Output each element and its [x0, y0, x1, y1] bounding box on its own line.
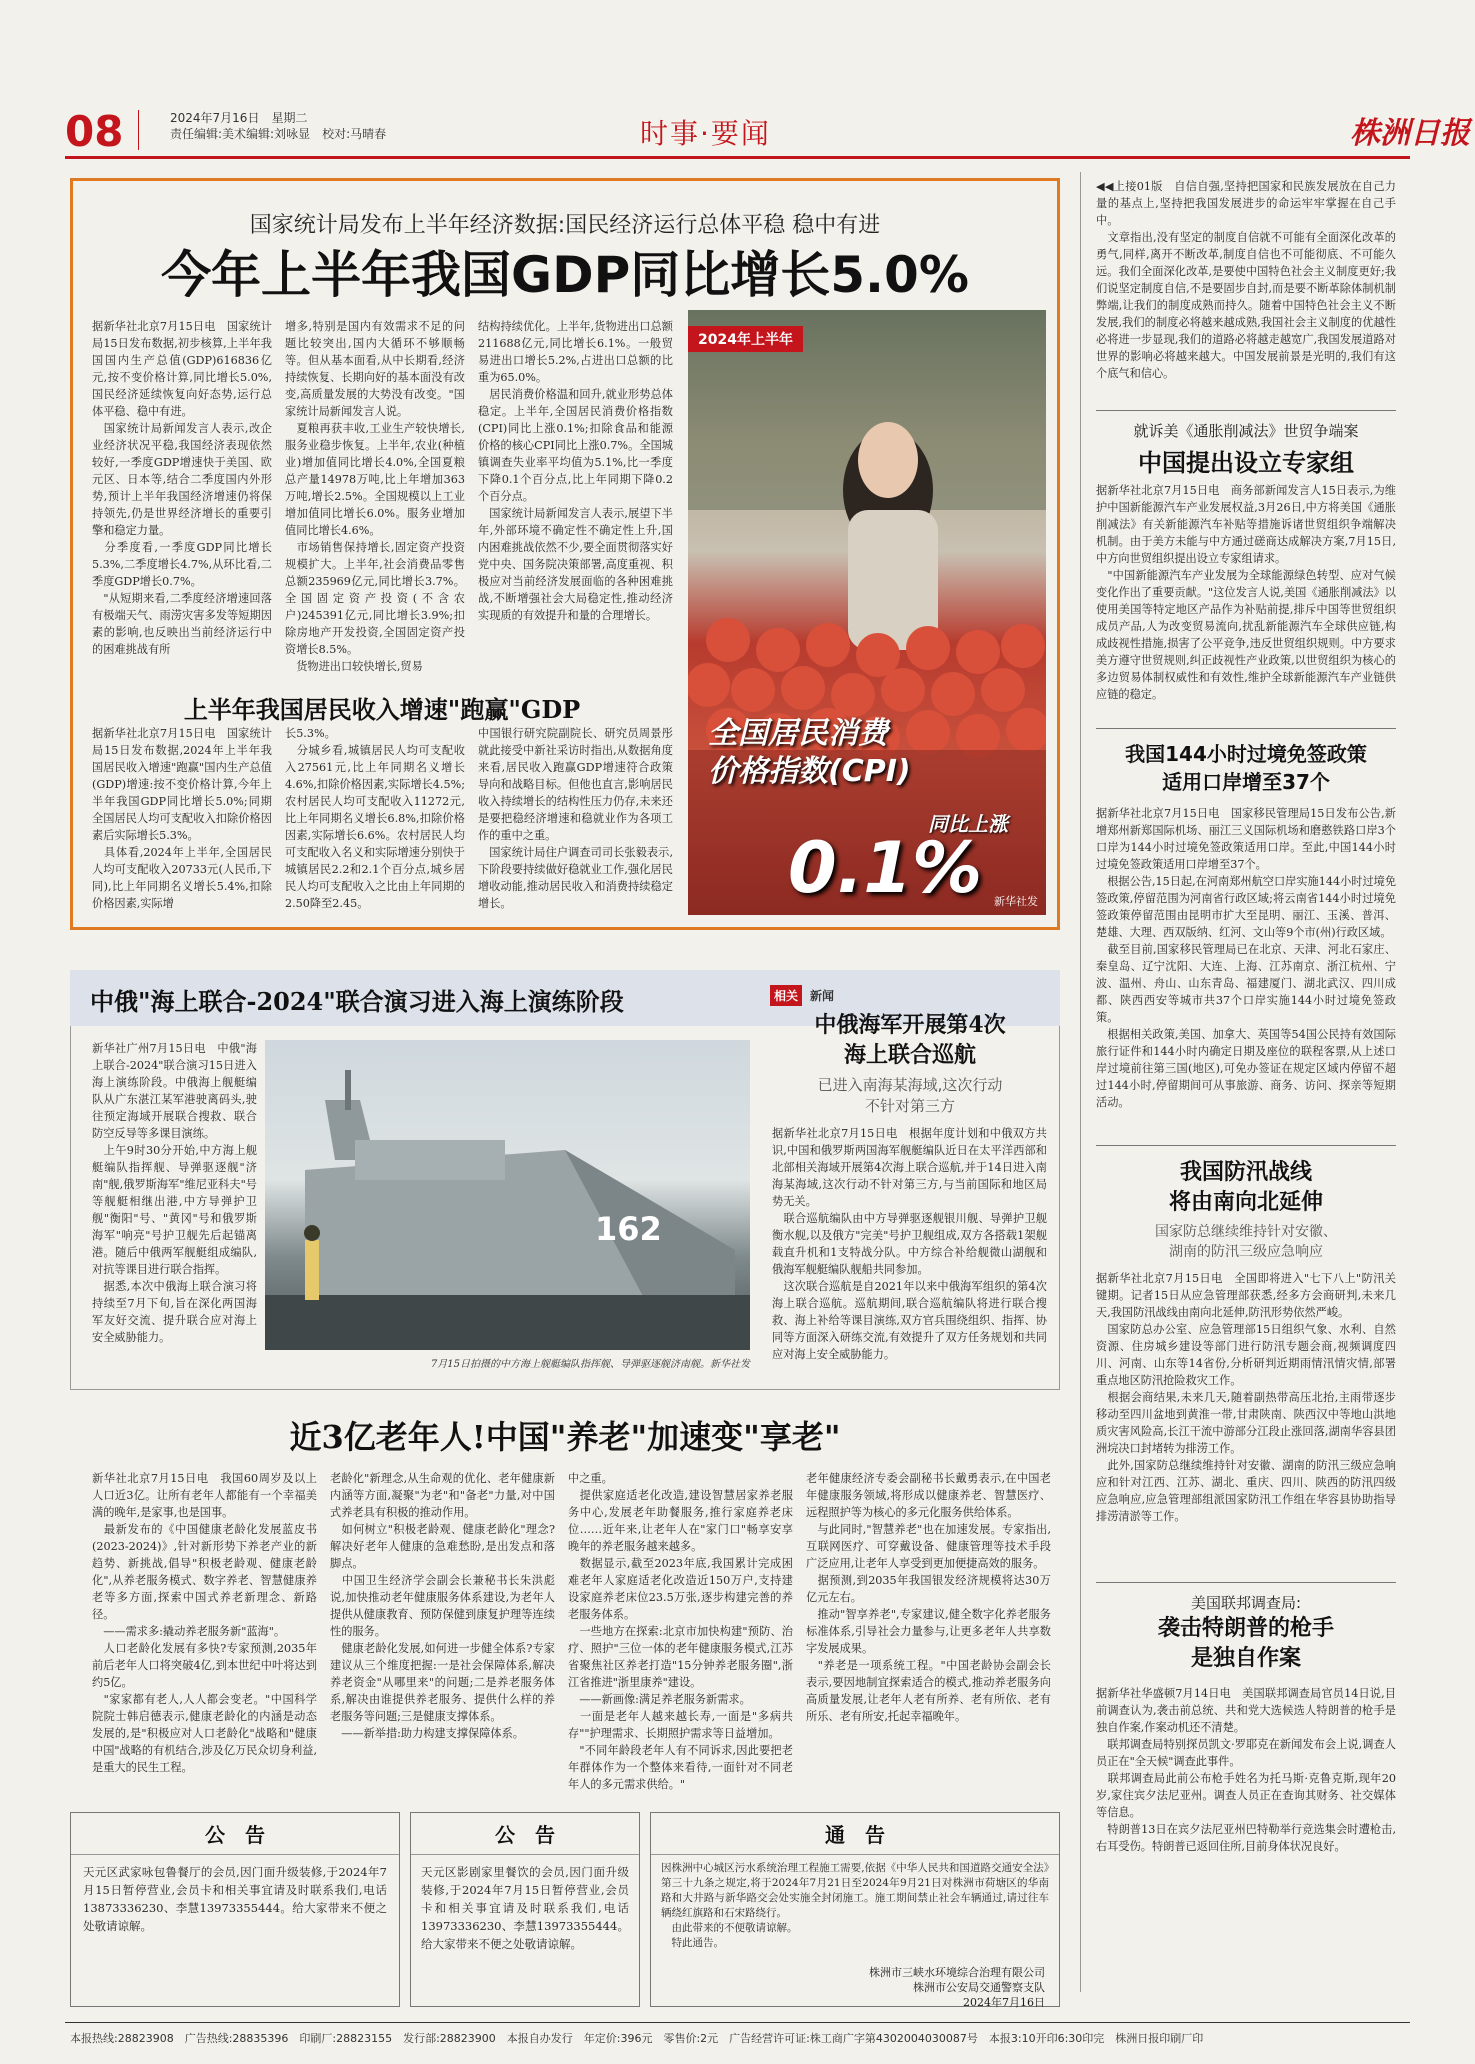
cpi-title-1: 全国居民消费: [708, 716, 888, 751]
cpi-tag: 2024年上半年: [688, 326, 803, 352]
rule: [1096, 410, 1396, 411]
patrol-text: 据新华社北京7月15日电 根据年度计划和中俄双方共识,中国和俄罗斯两国海军舰艇编队近日在太平洋西部和北部相关海域开展第4次海上联合巡航,并于14日进入南海某海域,这次行动不针对第三方,与当前国际和地区局势无关。 联合巡航编队由中方导弹驱逐舰银川舰、导弹护卫舰衡水舰,以及俄方"完美"号护卫舰组成,双方各搭载1架舰载直升机和1支特战分队。中方综合补给舰微山湖舰和俄海军舰艇编队舰船共同参加。 这次联合巡航是自2021年以来中俄海军组织的第4次海上联合巡航。巡航期间,联合巡航编队将进行联合搜救、海上补给等课目演练,双方官兵围绕组织、指挥、协同等方面深入研练交流,有效提升了双方任务规划和共同应对海上安全威胁能力。: [772, 1127, 1047, 1361]
masthead-rule: [65, 156, 1410, 159]
income-col-2: 长5.3%。 分城乡看,城镇居民人均可支配收入27561元,比上年同期名义增长4.6%,扣除价格因素,实际增长4.5%;农村居民人均可支配收入11272元,比上年同期名义增长6.8%,扣除价格因素,实际增长6.6%。农村居民人均可支配收入名义和实际增速分别快于城镇居民2.2和2.1个百分点,城乡居民人均可支配收入之比由上年同期的2.50降至2.45。: [285, 727, 465, 910]
trump-headline-2: 是独自作案: [1190, 1646, 1301, 1671]
flood-text: 据新华社北京7月15日电 全国即将进入"七下八上"防汛关键期。记者15日从应急管理部获悉,经多方会商研判,未来几天,我国防汛战线由南向北延伸,防汛形势依然严峻。 国家防总办公室、应急管理部15日组织气象、水利、自然资源、住房城乡建设等部门进行防汛专题会商,视频调度四川、河南、山东等14省份,分析研判近期雨情汛情灾情,部署重点地区防汛抢险救灾工作。 根据会商结果,未来几天,随着副热带高压北抬,主雨带逐步移动至四川盆地到黄淮一带,甘肃陕南、陕西汉中等地山洪地质灾害风险高,长江干流中游部分江段止涨回落,湖南华容县团洲垸决口封堵转为排涝工作。 此外,国家防总继续维持针对安徽、湖南的防汛三级应急响应和针对江西、江苏、湖北、重庆、四川、陕西的防汛四级应急响应,应急管理部组派国家防汛工作组在华容县协助指导排涝清淤等工作。: [1096, 1272, 1396, 1523]
drill-text: 新华社广州7月15日电 中俄"海上联合-2024"联合演习15日进入海上演练阶段。中俄海上舰艇编队从广东湛江某军港驶离码头,驶往预定海域开展联合搜救、联合防空反导等多课目演练。 上午9时30分开始,中方海上舰艇编队指挥舰、导弹驱逐舰"济南"舰,俄罗斯海军"维尼亚科夫"号等舰艇相继出港,中方导弹护卫舰"衡阳"号、"黄冈"号和俄罗斯海军"响亮"号护卫舰先后起锚离港。随后中俄两军舰艇组成编队,对抗等课目进行联合指挥。 据悉,本次中俄海上联合演习将持续至7月下旬,旨在深化两国海军友好交流、提升联合应对海上安全威胁能力。: [92, 1042, 257, 1344]
svg-text:162: 162: [595, 1210, 662, 1248]
elderly-col-1: 新华社北京7月15日电 我国60周岁及以上人口近3亿。让所有老年人都能有一个幸福美满的晚年,是家事,也是国事。 最新发布的《中国健康老龄化发展蓝皮书(2023-2024)》,针对新形势下养老产业的新趋势、新挑战,倡导"积极老龄观、健康老龄化",从养老服务模式、数字养老、智慧健康养老等多方面,探索中国式养老新理念、新路径。 ——需求多:撬动养老服务新"蓝海"。 人口老龄化发展有多快?专家预测,2035年前后老年人口将突破4亿,到本世纪中叶将达到约5亿。 "家家都有老人,人人都会变老。"中国科学院院士韩启德表示,健康老龄化的内涵是动态发展的,是"积极应对人口老龄化"战略和"健康中国"战略的有机结合,涉及亿万民众切身利益,是重大的民生工程。: [92, 1472, 317, 1774]
rule: [1096, 728, 1396, 729]
drill-caption: 7月15日拍摄的中方海上舰艇编队指挥舰、导弹驱逐舰济南舰。新华社发: [430, 1359, 750, 1370]
trump-kicker: 美国联邦调查局:: [1190, 1594, 1302, 1612]
lead-col-2: 增多,特别是国内有效需求不足的问题比较突出,国内大循环不够顺畅等。但从基本面看,从中长期看,经济持续恢复、长期向好的基本面没有改变,高质量发展的大势没有改变。"国家统计局新闻发言人说。 夏粮再获丰收,工业生产较快增长,服务业稳步恢复。上半年,农业(种植业)增加值同比增长4.0%,全国夏粮总产量14978万吨,比上年增加363万吨,增长2.5%。全国规模以上工业增加值同比增长6.0%。服务业增加值同比增长4.6%。 市场销售保持增长,固定资产投资规模扩大。上半年,社会消费品零售总额235969亿元,同比增长3.7%。全国固定资产投资(不含农户)245391亿元,同比增长3.9%;扣除房地产开发投资,全国固定资产投资增长8.5%。 货物进出口较快增长,贸易: [285, 320, 465, 673]
elderly-col-4: 老年健康经济专委会副秘书长戴勇表示,在中国老年健康服务领域,将形成以健康养老、智慧医疗、远程照护等为核心的多元化服务供给体系。 与此同时,"智慧养老"也在加速发展。专家指出,互联网医疗、可穿戴设备、健康管理等技术手段广泛应用,让老年人享受到更加便捷高效的服务。 据预测,到2035年我国银发经济规模将达30万亿元左右。 推动"智享养老",专家建议,健全数字化养老服务标准体系,引导社会力量参与,让更多老年人共享数字发展成果。 "养老是一项系统工程。"中国老龄协会副会长表示,要因地制宜探索适合的模式,推动养老服务向高质量发展,让老年人老有所养、老有所依、老有所乐、老有所安,托起幸福晚年。: [806, 1472, 1051, 1723]
notice-1-text: 天元区武家咏包鲁餐厅的会员,因门面升级装修,于2024年7月15日暂停营业,会员卡和相关事宜请及时联系我们,电话13873336230、李慧13973355444。给大家带来不便之处敬请谅解。: [83, 1865, 387, 1933]
trump-headline-1: 袭击特朗普的枪手: [1157, 1616, 1334, 1641]
income-col-3: 中国银行研究院副院长、研究员周景彤就此接受中新社采访时指出,从数据角度来看,居民收入跑赢GDP增速符合政策导向和战略目标。但他也直言,影响居民收入持续增长的结构性压力仍存,未来还是要把稳经济增速和稳就业作为各项工作的重中之重。 国家统计局住户调查司司长张毅表示,下阶段要持续做好稳就业工作,强化居民增收动能,推动居民收入和消费持续稳定增长。: [478, 727, 673, 910]
cpi-change-label: 同比上涨: [928, 812, 1008, 836]
drill-headline: 中俄"海上联合-2024"联合演习进入海上演练阶段: [90, 987, 624, 1016]
cpi-title-2: 价格指数(CPI): [708, 754, 911, 789]
footer-rule: [65, 2022, 1410, 2023]
elderly-headline: 近3亿老年人!中国"养老"加速变"享老": [289, 1418, 841, 1456]
elderly-col-2: 老龄化"新理念,从生命观的优化、老年健康新内涵等方面,凝聚"为老"和"备老"力量,对中国式养老具有积极的推动作用。 如何树立"积极老龄观、健康老龄化"理念?解决好老年人健康的急难愁盼,是出发点和落脚点。 中国卫生经济学会副会长兼秘书长朱洪彪说,加快推动老年健康服务体系建设,为老年人提供从健康教育、预防保健到康复护理等连续性的服务。 健康老龄化发展,如何进一步健全体系?专家建议从三个维度把握:一是社会保障体系,解决养老资金"从哪里来"的问题;二是养老服务体系,解决由谁提供养老服务、提供什么样的养老服务等问题;三是健康支撑体系。 ——新举措:助力构建支撑保障体系。: [330, 1472, 555, 1740]
editors-line: 责任编辑:美术编辑:刘咏显 校对:马晴春: [170, 127, 387, 141]
date-line: 2024年7月16日 星期二: [170, 111, 308, 125]
related-tag: 相关: [770, 985, 802, 1006]
patrol-sub-2: 不针对第三方: [864, 1097, 955, 1115]
patrol-headline-1: 中俄海军开展第4次: [814, 1012, 1006, 1038]
expert-headline: 中国提出设立专家组: [1138, 449, 1354, 477]
notice-3: [650, 1812, 1060, 2007]
section-title: 时事·要闻: [640, 117, 771, 150]
cpi-credit: 新华社发: [994, 895, 1038, 908]
right-column-divider: [1080, 172, 1081, 1992]
flood-headline-2: 将由南向北延伸: [1168, 1190, 1323, 1215]
notice-3-sign-1: 株洲市三峡水环境综合治理有限公司: [869, 1966, 1045, 1979]
visa-headline-1: 我国144小时过境免签政策: [1125, 742, 1367, 766]
warship-illustration: [265, 1040, 750, 1350]
cpi-photo: [688, 310, 1046, 915]
masthead-divider: [138, 110, 139, 150]
notice-3-title: 通 告: [651, 1813, 1059, 1855]
drill-photo: [265, 1040, 750, 1350]
continued-article: ◀◀上接01版 自信自强,坚持把国家和民族发展放在自己力量的基点上,坚持把我国发展进步的命运牢牢掌握在自己手中。 文章指出,没有坚定的制度自信就不可能有全面深化改革的勇气,同样,离开不断改革,制度自信也不可能彻底、不可能久远。我们全面深化改革,是要使中国特色社会主义制度更好;我们说坚定制度自信,不是要固步自封,而是要不断革除体制机制弊端,让我们的制度成熟而持久。随着中国特色社会主义不断发展,我们的制度必将越来越成熟,我国社会主义制度的优越性必将进一步显现,我们的道路必将越走越宽广,我国发展道路对世界的影响必将越来越大。中国发展前景是光明的,我们有这个底气和信心。: [1096, 180, 1396, 380]
rule: [1096, 1145, 1396, 1146]
notice-2-title: 公 告: [411, 1813, 639, 1855]
notice-2: [410, 1812, 640, 2007]
visa-text: 据新华社北京7月15日电 国家移民管理局15日发布公告,新增郑州新郑国际机场、丽江三义国际机场和磨憨铁路口岸3个口岸为144小时过境免签政策适用口岸。至此,中国144小时过境免签政策适用口岸增至37个。 根据公告,15日起,在河南郑州航空口岸实施144小时过境免签政策,停留范围为河南省行政区域;将云南省144小时过境免签政策停留范围由昆明市扩大至昆明、丽江、玉溪、普洱、楚雄、大理、西双版纳、红河、文山等9个市(州)行政区域。 截至目前,国家移民管理局已在北京、天津、河北石家庄、秦皇岛、辽宁沈阳、大连、上海、江苏南京、浙江杭州、宁波、温州、舟山、山东青岛、福建厦门、湖北武汉、四川成都、陕西西安等城市共37个口岸实施144小时过境免签政策。 根据相关政策,美国、加拿大、英国等54国公民持有效国际旅行证件和144小时内确定日期及座位的联程客票,从上述口岸过境前往第三国(地区),可免办签证在规定区域内停留不超过144小时,停留期间可从事旅游、商务、访问、探亲等短期活动。: [1096, 807, 1396, 1109]
lead-col-3: 结构持续优化。上半年,货物进出口总额211688亿元,同比增长6.1%。一般贸易进出口增长5.2%,占进出口总额的比重为65.0%。 居民消费价格温和回升,就业形势总体稳定。上半年,全国居民消费价格指数(CPI)同比上涨0.1%;扣除食品和能源价格的核心CPI同比上涨0.7%。全国城镇调查失业率平均值为5.1%,比一季度下降0.1个百分点,比上年同期下降0.2个百分点。 国家统计局新闻发言人表示,展望下半年,外部环境不确定性不确定性上升,国内困难挑战依然不少,要全面贯彻落实好党中央、国务院决策部署,高度重视、积极应对当前经济发展面临的各种困难挑战,不断增强社会大局稳定性,推动经济实现质的有效提升和量的合理增长。: [478, 320, 673, 622]
news-tag: 新闻: [810, 989, 835, 1003]
notice-2-text: 天元区影剧家里餐饮的会员,因门面升级装修,于2024年7月15日暂停营业,会员卡和相关事宜请及时联系我们,电话13973336230、李慧13973355444。给大家带来不便之处敬请谅解。: [421, 1865, 629, 1951]
footer-info: 本报热线:28823908 广告热线:28835396 印刷厂:28823155 发行部:28823900 本报自办发行 年定价:396元 零售价:2元 广告经营许可证:株工商广字第4302004030087号 本报3:10开印6:30印完 株洲日报印刷厂印: [70, 2032, 1204, 2045]
cpi-value: 0.1%: [788, 827, 983, 909]
paper-name: 株洲日报: [1350, 116, 1470, 151]
notice-3-text: 因株洲中心城区污水系统治理工程施工需要,依据《中华人民共和国道路交通安全法》第三十九条之规定,将于2024年7月21日至2024年9月21日对株洲市荷塘区的华南路和大井路与新华路交会处实施全封闭施工。施工期间禁止社会车辆通过,请过往车辆绕红旗路和石宋路绕行。 由此带来的不便敬请谅解。 特此通告。: [661, 1862, 1049, 1949]
flood-sub-1: 国家防总继续维持针对安徽、: [1155, 1224, 1337, 1240]
flood-sub-2: 湖南的防汛三级应急响应: [1169, 1244, 1323, 1260]
lead-kicker: 国家统计局发布上半年经济数据:国民经济运行总体平稳 稳中有进: [249, 213, 881, 238]
notice-1: [70, 1812, 400, 2007]
lead-col-1: 据新华社北京7月15日电 国家统计局15日发布数据,初步核算,上半年我国国内生产总值(GDP)616836亿元,按不变价格计算,同比增长5.0%,国民经济延续恢复向好态势,运行总体平稳、稳中有进。 国家统计局新闻发言人表示,改企业经济状况平稳,我国经济表现依然较好,一季度GDP增速快于美国、欧元区、日本等,结合二季度国内外形势,预计上半年我国经济增速仍将保持领先,仍是世界经济增长的重要引擎和稳定力量。 分季度看,一季度GDP同比增长5.3%,二季度增长4.7%,从环比看,二季度GDP增长0.7%。 "从短期来看,二季度经济增速回落有极端天气、雨涝灾害多发等短期因素的影响,也反映出当前经济运行中的困难挑战有所: [92, 320, 272, 656]
income-headline: 上半年我国居民收入增速"跑赢"GDP: [183, 695, 581, 724]
expert-kicker: 就诉美《通胀削减法》世贸争端案: [1133, 422, 1359, 440]
expert-text: 据新华社北京7月15日电 商务部新闻发言人15日表示,为维护中国新能源汽车产业发展权益,3月26日,中方将美国《通胀削减法》有关新能源汽车补贴等措施诉诸世贸组织争端解决机制。由于美方未能与中方通过磋商达成解决方案,7月15日,中方向世贸组织提出设立专家组请求。 "中国新能源汽车产业发展为全球能源绿色转型、应对气候变化作出了重要贡献。"这位发言人说,美国《通胀削减法》以使用美国等特定地区产品作为补贴前提,排斥中国等世贸组织成员产品,人为改变贸易流向,扰乱新能源汽车全球供应链,构成歧视性措施,损害了公平竞争,违反世贸组织规则。中方要求美方遵守世贸规则,纠正歧视性产业政策,以世贸组织为核心的多边贸易体制权威性和有效性,维护全球新能源汽车产业链供应链的稳定。: [1096, 484, 1396, 701]
rule: [1096, 1582, 1396, 1583]
notice-3-date: 2024年7月16日: [963, 1996, 1045, 2009]
visa-headline-2: 适用口岸增至37个: [1162, 770, 1330, 794]
page-number: 08: [65, 107, 124, 156]
flood-headline-1: 我国防汛战线: [1179, 1160, 1312, 1185]
patrol-headline-2: 海上联合巡航: [843, 1042, 976, 1068]
income-col-1: 据新华社北京7月15日电 国家统计局15日发布数据,2024年上半年我国居民收入增速"跑赢"国内生产总值(GDP)增速:按不变价格计算,今年上半年我国GDP同比增长5.0%;同期全国居民人均可支配收入扣除价格因素后实际增长5.3%。 具体看,2024年上半年,全国居民人均可支配收入20733元(人民币,下同),比上年同期名义增长5.4%,扣除价格因素,实际增: [92, 727, 272, 910]
elderly-col-3: 中之重。 提供家庭适老化改造,建设智慧居家养老服务中心,发展老年助餐服务,推行家庭养老床位……近年来,让老年人在"家门口"畅享安享晚年的养老服务越来越多。 数据显示,截至2023年底,我国累计完成困难老年人家庭适老化改造近150万户,支持建设家庭养老床位23.5万张,逐步构建完善的养老服务体系。 一些地方在探索:北京市加快构建"预防、治疗、照护"三位一体的老年健康服务模式,江苏省聚焦社区养老打造"15分钟养老服务圈",浙江省推进"浙里康养"建设。 ——新画像:满足养老服务新需求。 一面是老年人越来越长寿,一面是"多病共存""护理需求、长期照护需求等日益增加。 "不同年龄段老年人有不同诉求,因此要把老年群体作为一个整体来看待,一面针对不同老年人的多元需求供给。": [568, 1472, 793, 1791]
lead-headline: 今年上半年我国GDP同比增长5.0%: [161, 246, 969, 304]
trump-text: 据新华社华盛顿7月14日电 美国联邦调查局官员14日说,目前调查认为,袭击前总统、共和党大选候选人特朗普的枪手是独自作案,作案动机还不清楚。 联邦调查局特别探员凯文·罗耶克在新闻发布会上说,调查人员正在"全天候"调查此事件。 联邦调查局此前公布枪手姓名为托马斯·克鲁克斯,现年20岁,家住宾夕法尼亚州。调查人员正在查询其财务、社交媒体等信息。 特朗普13日在宾夕法尼亚州巴特勒举行竞选集会时遭枪击,右耳受伤。特朗普已返回住所,目前身体状况良好。: [1096, 1687, 1396, 1853]
notice-1-title: 公 告: [71, 1813, 399, 1855]
issue-date: [170, 110, 386, 142]
notice-3-sign-2: 株洲市公安局交通警察支队: [913, 1981, 1045, 1994]
patrol-sub-1: 已进入南海某海域,这次行动: [817, 1076, 1003, 1094]
